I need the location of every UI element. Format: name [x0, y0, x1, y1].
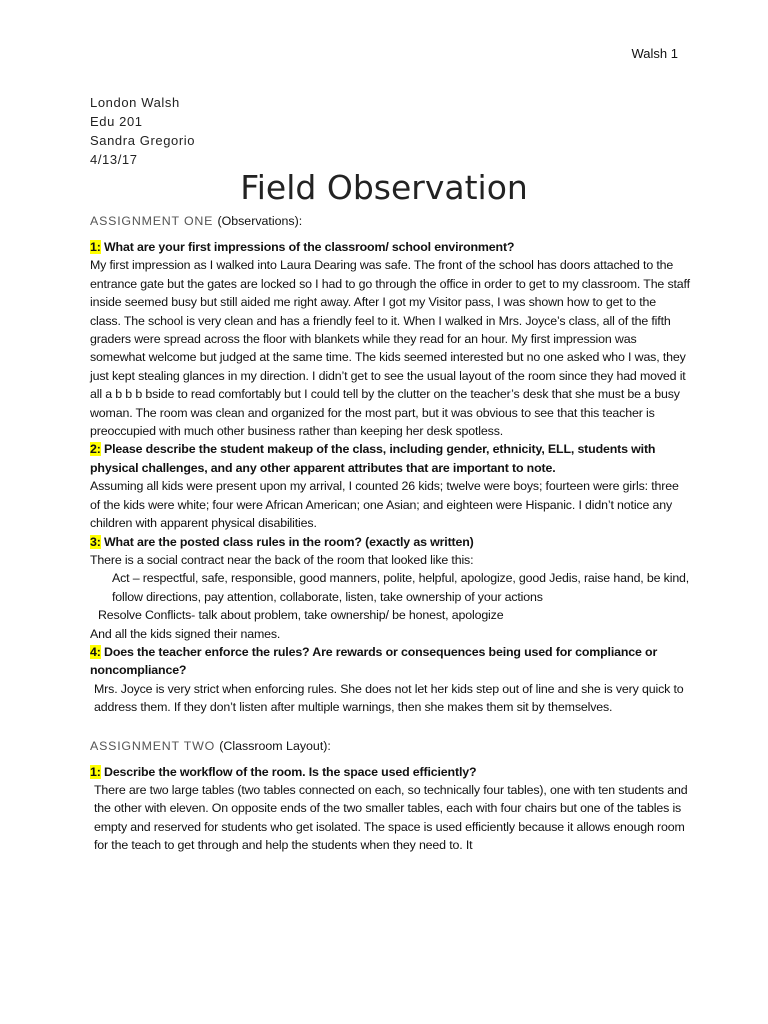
question-3	[90, 533, 690, 551]
assignment-two-label: ASSIGNMENT TWO	[90, 738, 216, 753]
answer-1: My first impression as I walked into Laura Dearing was safe. The front of the school has doors attached to the entrance gate but the gates are locked so I had to go through the office in order to get to my classroom. The staff inside seemed busy but still aided me right away. After I got my Visitor pass, I was shown how to get to the class. The school is very clean and has a friendly feel to it. When I walked in Mrs. Joyce’s class, all of the fifth graders were spread across the floor with blankets while they read for an hour. My first impression was somewhat welcome but judged at the same time. The kids seemed interested but no one asked who I was, they just kept stealing glances in my direction. I didn’t get to see the usual layout of the room since they had moved it all a b b b bside to read comfortably but I could tell by the clutter on the teacher’s desk that she must be a busy woman. The room was clean and organized for the most part, but it was obvious to see that this teacher is preoccupied with much other business rather than keeping her desk spotless.	[90, 258, 690, 439]
rule-act-text: Act – respectful, safe, responsible, good manners, polite, helpful, apologize, good Jedis, raise hand, be kind, follow directions, pay attention, collaborate, listen, take ownership of your actions	[112, 571, 690, 604]
section-spacer	[90, 717, 690, 735]
document-body	[90, 210, 690, 855]
question-1	[90, 238, 690, 256]
question-number-highlight: 1:	[90, 240, 101, 254]
question-4	[90, 643, 690, 680]
answer-3-intro: There is a social contract near the back of the room that looked like this:	[90, 552, 474, 567]
answer-3-outro: And all the kids signed their names.	[90, 626, 281, 641]
author-name: London Walsh	[90, 95, 180, 110]
answer-a2-1: There are two large tables (two tables connected on each, so technically four tables), one with ten students and the other with eleven. On opposite ends of the two smaller tables, each with four chairs but one of the tables is empty and reserved for students who get isolated. The space is used efficiently because it allows enough room for the teach to get through and help the students when they need to. It	[94, 782, 688, 853]
question-a2-1	[90, 763, 690, 781]
question-number-highlight: 1:	[90, 764, 101, 779]
question-number-highlight: 3:	[90, 534, 101, 549]
rule-resolve-conflicts: Resolve Conflicts- talk about problem, take ownership/ be honest, apologize	[98, 608, 504, 623]
question-number-highlight: 4:	[90, 644, 101, 659]
instructor-name: Sandra Gregorio	[90, 133, 196, 148]
rule-act	[90, 569, 690, 606]
running-head: Walsh 1	[631, 46, 678, 61]
question-text: Please describe the student makeup of the class, including gender, ethnicity, ELL, students with physical challenges, and any other apparent attributes that are important to note.	[90, 442, 656, 475]
author-block	[90, 93, 195, 169]
page-title: Field Observation	[240, 168, 528, 207]
course-name: Edu 201	[90, 114, 143, 129]
question-text: What are your first impressions of the classroom/ school environment?	[104, 240, 515, 254]
assignment-two-subtitle: (Classroom Layout):	[219, 738, 331, 753]
question-number-highlight: 2:	[90, 442, 101, 457]
answer-4: Mrs. Joyce is very strict when enforcing rules. She does not let her kids step out of line and she is very quick to address them. If they don’t listen after multiple warnings, then she makes them sit by themselves.	[94, 681, 684, 715]
question-2	[90, 440, 690, 477]
assignment-two-heading	[90, 735, 690, 757]
assignment-one-subtitle: (Observations):	[217, 214, 303, 228]
assignment-one-label: ASSIGNMENT ONE	[90, 214, 214, 228]
assignment-one-heading	[90, 210, 690, 232]
date: 4/13/17	[90, 152, 138, 167]
question-text: Does the teacher enforce the rules? Are rewards or consequences being used for compliance or noncompliance?	[90, 644, 658, 678]
question-text: Describe the workflow of the room. Is the space used efficiently?	[104, 764, 477, 779]
question-text: What are the posted class rules in the room? (exactly as written)	[104, 534, 474, 549]
answer-2: Assuming all kids were present upon my arrival, I counted 26 kids; twelve were boys; fourteen were girls: three of the kids were white; four were African American; one Asian; and eighteen were Hispanic. I didn’t notice any children with apparent physical disabilities.	[90, 479, 679, 531]
